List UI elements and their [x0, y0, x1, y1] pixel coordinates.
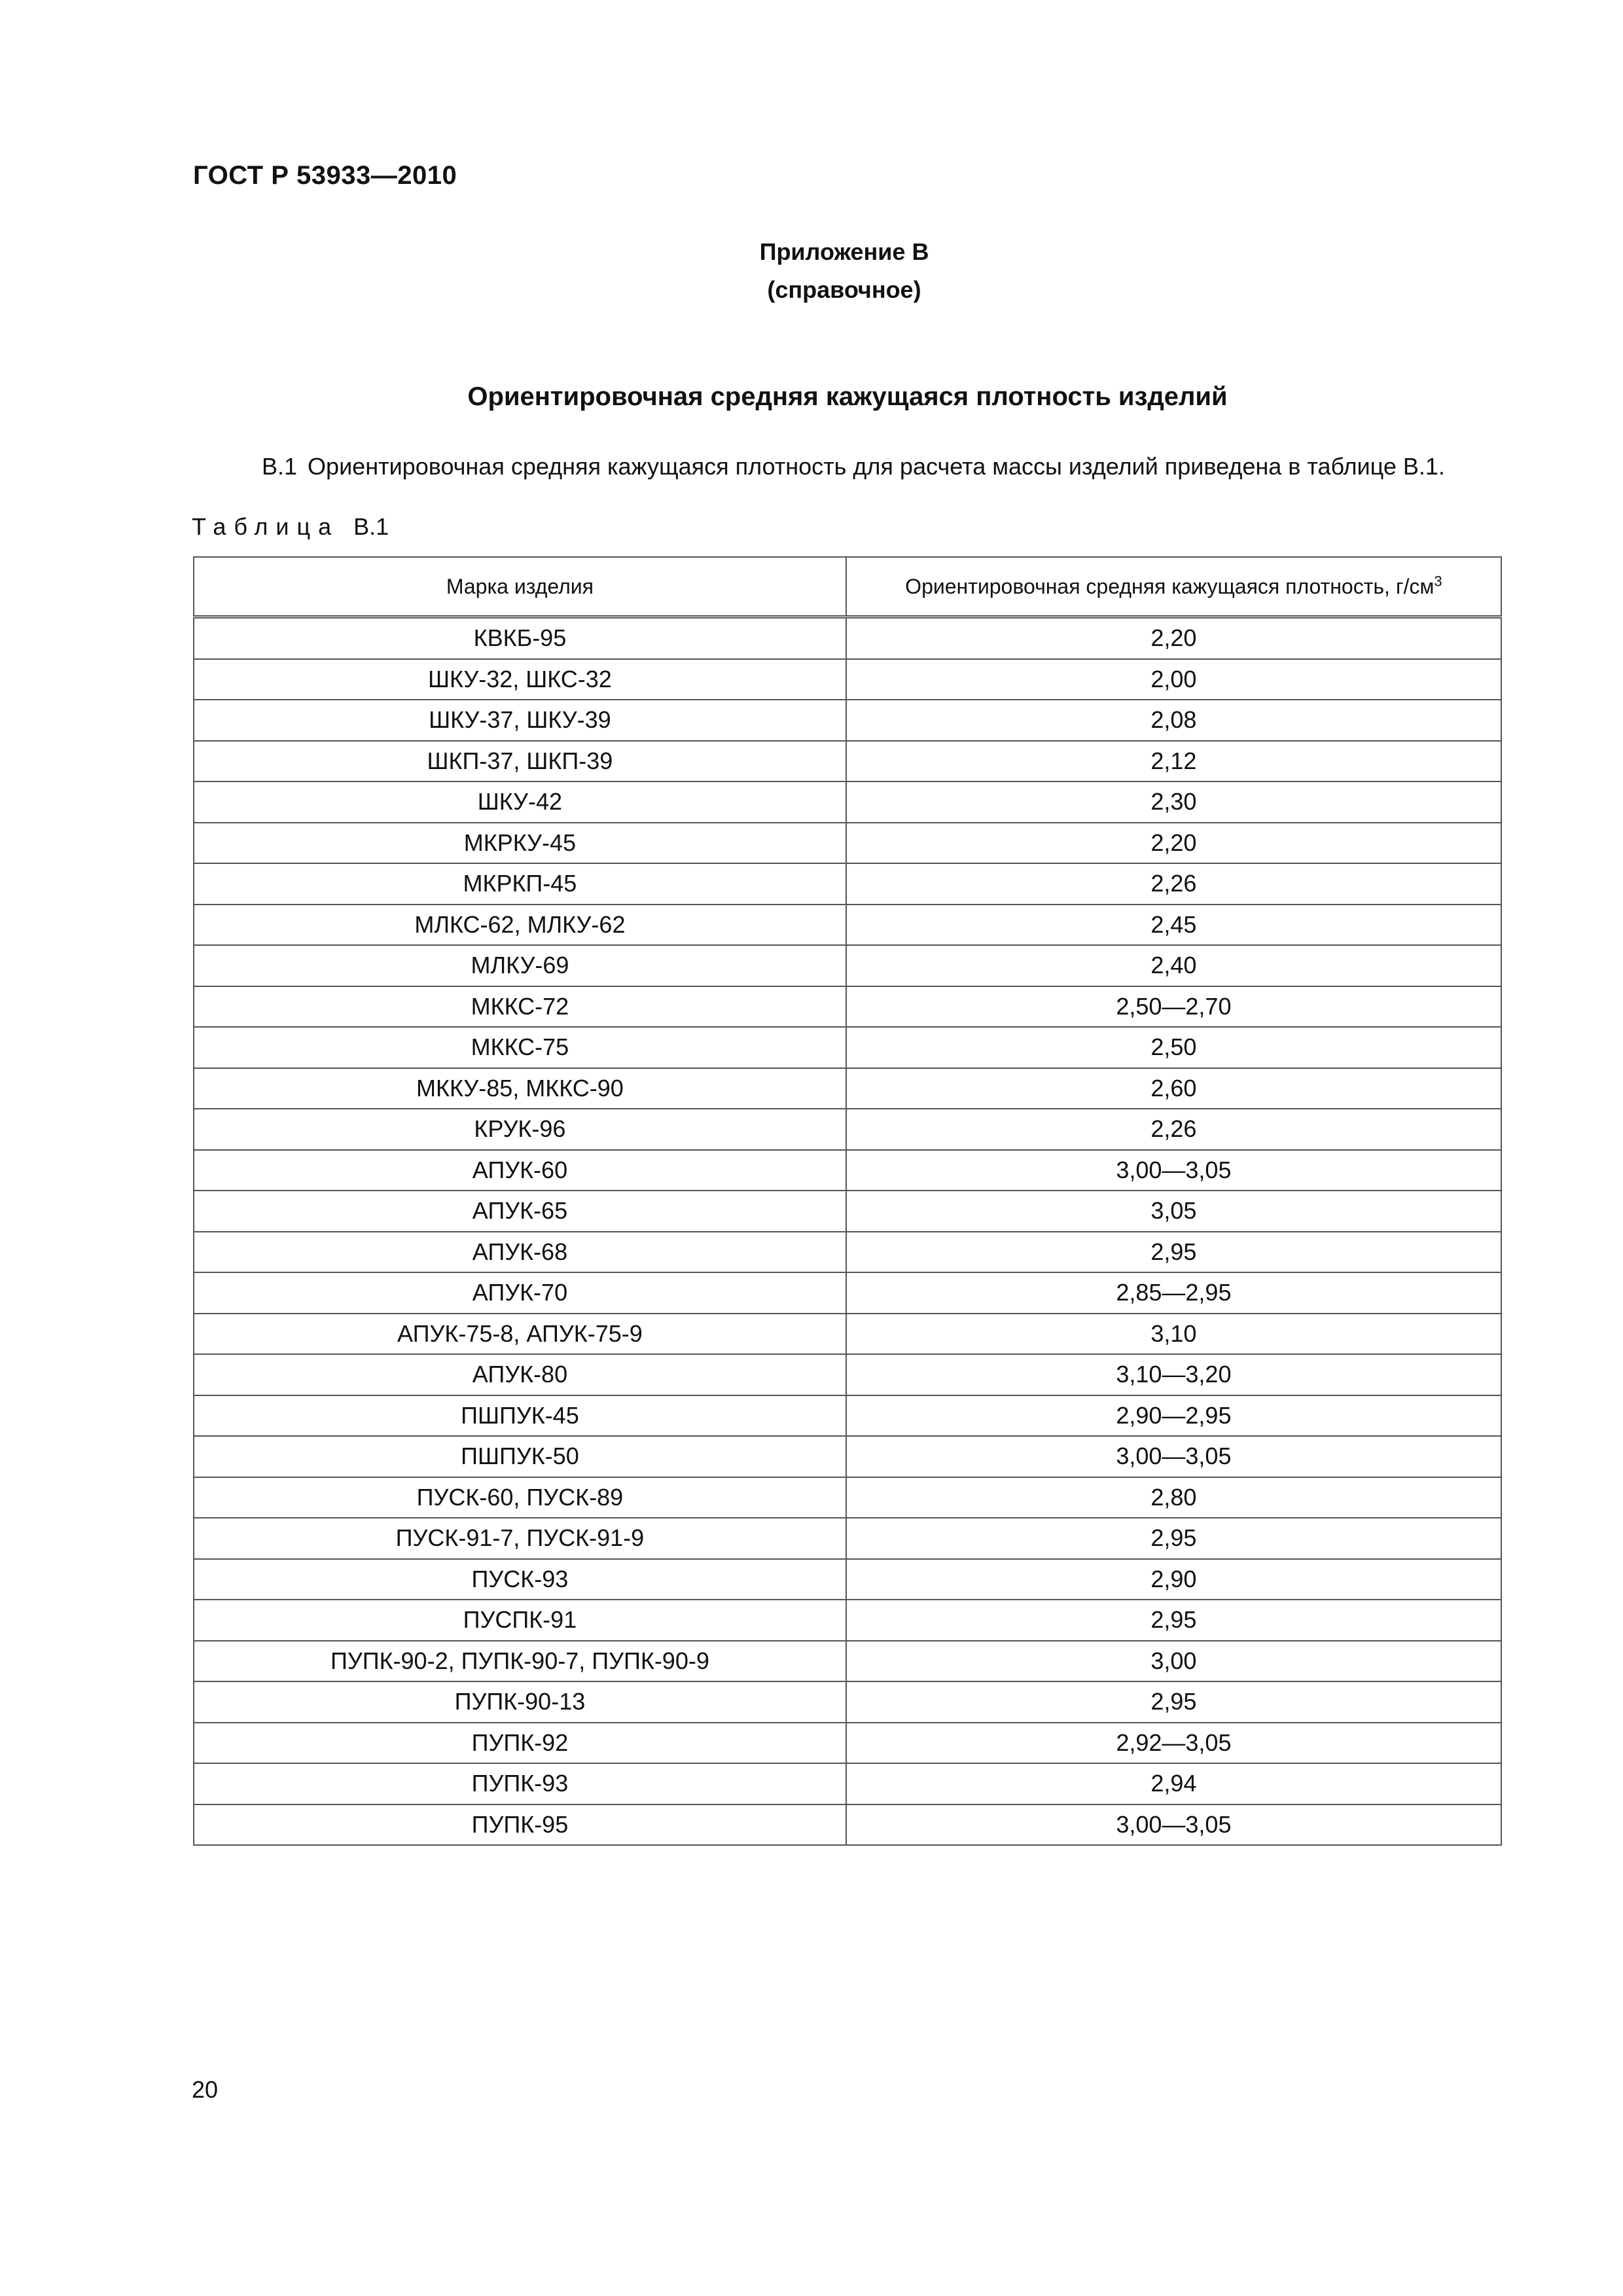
table-row	[194, 1395, 1501, 1437]
cell-density: 3,05	[846, 1191, 1501, 1232]
cell-mark: ПУПК-90-2, ПУПК-90-7, ПУПК-90-9	[194, 1641, 846, 1682]
table-header-row	[194, 557, 1501, 617]
cell-density: 2,60	[846, 1068, 1501, 1109]
appendix-heading	[641, 233, 1047, 309]
cell-mark: ПШПУК-45	[194, 1395, 846, 1437]
cell-mark: КРУК-96	[194, 1109, 846, 1150]
cell-density: 2,90	[846, 1559, 1501, 1600]
cell-density: 2,26	[846, 1109, 1501, 1150]
cell-mark: ПУПК-90-13	[194, 1681, 846, 1723]
header-density	[846, 557, 1501, 617]
cell-density: 2,95	[846, 1681, 1501, 1723]
cell-density: 2,08	[846, 700, 1501, 741]
cell-density: 2,80	[846, 1477, 1501, 1518]
cell-mark: МККУ-85, МККС-90	[194, 1068, 846, 1109]
cell-density: 3,10—3,20	[846, 1354, 1501, 1395]
cell-mark: МКРКП-45	[194, 863, 846, 905]
cell-density: 3,10	[846, 1314, 1501, 1355]
cell-density: 2,26	[846, 863, 1501, 905]
table-row	[194, 1518, 1501, 1559]
cell-mark: ПУСК-60, ПУСК-89	[194, 1477, 846, 1518]
table-row	[194, 1641, 1501, 1682]
cell-mark: ШКУ-32, ШКС-32	[194, 659, 846, 700]
cell-density: 2,92—3,05	[846, 1723, 1501, 1764]
cell-mark: ПУПК-93	[194, 1763, 846, 1804]
document-id: ГОСТ Р 53933—2010	[193, 161, 457, 190]
table-row	[194, 659, 1501, 700]
cell-density: 3,00—3,05	[846, 1436, 1501, 1477]
table-caption-word: Таблица	[192, 513, 340, 540]
page-number: 20	[192, 2076, 219, 2103]
table-row	[194, 1559, 1501, 1600]
table-row	[194, 1436, 1501, 1477]
cell-mark: АПУК-70	[194, 1272, 846, 1314]
table-row	[194, 863, 1501, 905]
cell-mark: ПУСК-93	[194, 1559, 846, 1600]
cell-mark: МКРКУ-45	[194, 823, 846, 864]
table-row	[194, 1804, 1501, 1846]
table-row	[194, 1477, 1501, 1518]
cell-density: 3,00	[846, 1641, 1501, 1682]
paragraph-text: Ориентировочная средняя кажущаяся плотность для расчета массы изделий приведена в таблице В.1.	[308, 453, 1445, 480]
table-row	[194, 1191, 1501, 1232]
cell-mark: АПУК-60	[194, 1150, 846, 1191]
paragraph-number: В.1	[262, 453, 298, 480]
cell-mark: ШКУ-42	[194, 781, 846, 823]
cell-density: 2,50	[846, 1027, 1501, 1068]
table-body	[194, 617, 1501, 1846]
table-row	[194, 1681, 1501, 1723]
table-row	[194, 1109, 1501, 1150]
cell-density: 2,45	[846, 905, 1501, 946]
table-row	[194, 1027, 1501, 1068]
cell-density: 2,85—2,95	[846, 1272, 1501, 1314]
cell-mark: АПУК-75-8, АПУК-75-9	[194, 1314, 846, 1355]
table-caption-number: В.1	[353, 513, 389, 540]
header-density-exponent: 3	[1434, 572, 1442, 589]
cell-density: 2,30	[846, 781, 1501, 823]
table-row	[194, 1314, 1501, 1355]
cell-density: 2,90—2,95	[846, 1395, 1501, 1437]
cell-density: 2,95	[846, 1232, 1501, 1273]
cell-mark: ШКП-37, ШКП-39	[194, 741, 846, 782]
cell-density: 3,00—3,05	[846, 1150, 1501, 1191]
cell-mark: ШКУ-37, ШКУ-39	[194, 700, 846, 741]
cell-mark: МККС-75	[194, 1027, 846, 1068]
cell-mark: МЛКС-62, МЛКУ-62	[194, 905, 846, 946]
cell-density: 2,95	[846, 1600, 1501, 1641]
cell-density: 2,95	[846, 1518, 1501, 1559]
cell-mark: ПУПК-95	[194, 1804, 846, 1846]
paragraph	[262, 453, 1445, 480]
cell-density: 2,12	[846, 741, 1501, 782]
table-row	[194, 700, 1501, 741]
table-row	[194, 1150, 1501, 1191]
appendix-type: (справочное)	[767, 276, 921, 303]
table-row	[194, 1723, 1501, 1764]
table-row	[194, 1354, 1501, 1395]
cell-mark: АПУК-80	[194, 1354, 846, 1395]
table-row	[194, 741, 1501, 782]
cell-mark: ПУСПК-91	[194, 1600, 846, 1641]
density-table	[193, 556, 1502, 1846]
cell-density: 3,00—3,05	[846, 1804, 1501, 1846]
cell-density: 2,20	[846, 823, 1501, 864]
cell-mark: КВКБ-95	[194, 617, 846, 659]
table-row	[194, 905, 1501, 946]
cell-density: 2,50—2,70	[846, 986, 1501, 1028]
section-title: Ориентировочная средняя кажущаяся плотность изделий	[467, 382, 1228, 411]
cell-mark: АПУК-68	[194, 1232, 846, 1273]
cell-density: 2,20	[846, 617, 1501, 659]
cell-mark: ПУПК-92	[194, 1723, 846, 1764]
table-row	[194, 823, 1501, 864]
table-row	[194, 1600, 1501, 1641]
table-row	[194, 1232, 1501, 1273]
cell-mark: ПУСК-91-7, ПУСК-91-9	[194, 1518, 846, 1559]
table-caption	[192, 513, 389, 541]
header-density-text: Ориентировочная средняя кажущаяся плотность, г/см	[905, 574, 1435, 598]
cell-mark: АПУК-65	[194, 1191, 846, 1232]
table-row	[194, 1068, 1501, 1109]
table-row	[194, 986, 1501, 1028]
table-row	[194, 617, 1501, 659]
cell-mark: МЛКУ-69	[194, 945, 846, 986]
cell-density: 2,94	[846, 1763, 1501, 1804]
table-row	[194, 781, 1501, 823]
table-row	[194, 945, 1501, 986]
appendix-title: Приложение В	[759, 238, 929, 265]
header-mark: Марка изделия	[194, 557, 846, 617]
cell-mark: МККС-72	[194, 986, 846, 1028]
cell-density: 2,00	[846, 659, 1501, 700]
cell-density: 2,40	[846, 945, 1501, 986]
table-row	[194, 1272, 1501, 1314]
table-row	[194, 1763, 1501, 1804]
cell-mark: ПШПУК-50	[194, 1436, 846, 1477]
